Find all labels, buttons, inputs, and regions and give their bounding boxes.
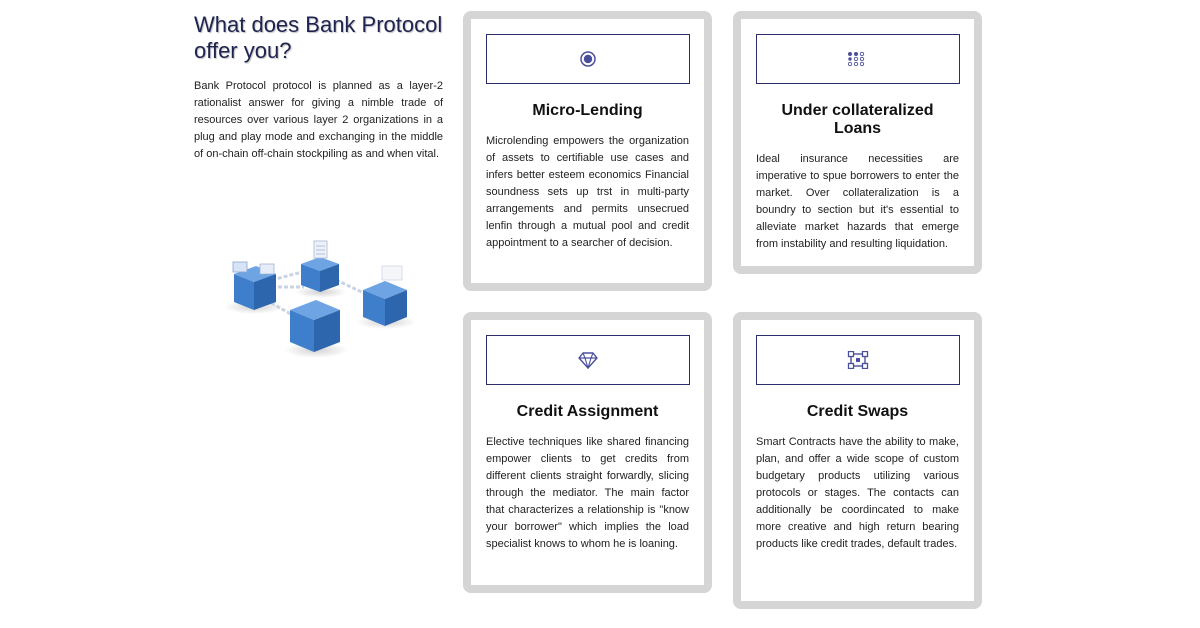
card-title: Credit Swaps [806, 403, 909, 420]
card-icon-box [486, 34, 690, 84]
feature-card-credit-assignment [463, 312, 712, 593]
section-title: What does Bank Protocol offer you? [194, 12, 443, 63]
card-text: Smart Contracts have the ability to make, plan, and offer a wide scope of custom budgetary products utilizing various protocols or stages. The contacts can additionally be coordincated to make more creative and high return bearing products like credit trades, default trades. [756, 436, 959, 550]
card-title: Under collateralized Loans [781, 102, 934, 137]
card-title: Credit Assignment [516, 403, 659, 420]
connected-nodes-icon [847, 351, 869, 369]
circle-target-icon [579, 50, 597, 68]
card-title: Micro-Lending [532, 102, 643, 119]
feature-card-under-collateralized-loans [733, 11, 982, 274]
card-text: Elective techniques like shared financing empower clients to get credits from different clients straight forwardly, slicing through the mediator. The main factor that characterizes a relationship is "know your borrower" which implies the load specialist knows to whom he is loaning. [486, 436, 689, 550]
dot-grid-icon [847, 51, 869, 67]
card-icon-box [756, 34, 960, 84]
card-icon-box [486, 335, 690, 385]
feature-card-credit-swaps [733, 312, 982, 609]
cube-right [363, 281, 407, 326]
section-description: Bank Protocol protocol is planned as a layer-2 rationalist answer for giving a nimble trade of resources over various layer 2 organizations in a plug and play mode and exchanging in the middle of on-chain off-chain stockpiling as and when vital. [194, 80, 443, 160]
cube-top [301, 257, 339, 292]
feature-card-micro-lending [463, 11, 712, 291]
card-icon-box [756, 335, 960, 385]
diamond-icon [578, 351, 598, 369]
card-text: Microlending empowers the organization of assets to certifiable use cases and infers better esteem economics Financial soundness sets up trst in multi-party arrangements and permits unsecrued lenfin through a mutual pool and credit appointment to a searcher of decision. [486, 135, 689, 249]
blockchain-illustration [206, 232, 436, 367]
card-text: Ideal insurance necessities are imperative to spue borrowers to enter the market. Over collateralization is a boundry to section but it's essential to alleviate market hazards that emerge from instability and resulting liquidation. [756, 153, 959, 250]
cube-bottom [290, 300, 340, 352]
blockchain-cubes-image [206, 232, 436, 367]
intro-section [194, 12, 443, 163]
